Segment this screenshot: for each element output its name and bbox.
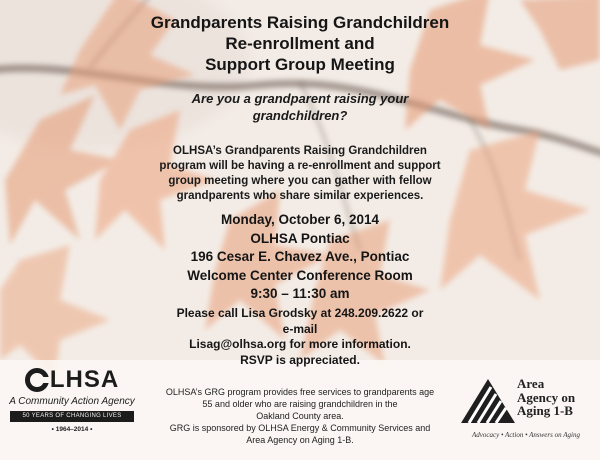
intro-line: grandparents who share similar experiences. xyxy=(176,190,424,202)
olhsa-wordmark xyxy=(8,366,136,394)
contact-email-line: Lisag@olhsa.org for more information. xyxy=(189,337,411,351)
olhsa-tagline: A Community Action Agency xyxy=(9,396,135,407)
contact-info xyxy=(150,306,450,368)
footer-note xyxy=(150,386,450,446)
contact-line: Please call Lisa Grodsky at 248.209.2622 or xyxy=(176,306,424,320)
area-agency-name-line: Area xyxy=(517,376,545,391)
question-line: grandchildren? xyxy=(252,108,348,123)
area-agency-name xyxy=(517,377,597,418)
event-address: 196 Cesar E. Chavez Ave., Pontiac xyxy=(190,249,410,264)
area-agency-name-line: Agency on xyxy=(517,389,576,405)
title-line: Grandparents Raising Grandchildren xyxy=(150,13,450,32)
triangle-stripes-icon xyxy=(461,379,515,423)
area-agency-slogan: Advocacy • Action • Answers on Aging xyxy=(472,431,580,439)
title-line: Support Group Meeting xyxy=(205,55,395,74)
question xyxy=(150,90,450,124)
intro-line: program will be having a re-enrollment and support xyxy=(159,160,441,172)
footer-line: Area Agency on Aging 1-B. xyxy=(246,435,354,445)
area-agency-name-line: Aging 1-B xyxy=(517,403,573,418)
olhsa-o-icon xyxy=(25,368,49,392)
intro-paragraph xyxy=(130,144,470,204)
olhsa-wordmark-text: LHSA xyxy=(49,366,120,393)
contact-line: e-mail xyxy=(282,321,318,336)
intro-line: OLHSA’s Grandparents Raising Grandchildren xyxy=(173,145,427,157)
footer-line: OLHSA’s GRG program provides free services to grandparents age xyxy=(165,387,435,397)
event-details xyxy=(140,211,460,304)
page-title xyxy=(100,12,500,75)
event-room: Welcome Center Conference Room xyxy=(187,267,413,283)
footer-line: 55 and older who are raising grandchildren in the xyxy=(202,399,398,409)
event-venue: OLHSA Pontiac xyxy=(250,230,350,246)
event-date: Monday, October 6, 2014 xyxy=(220,212,380,227)
event-time: 9:30 – 11:30 am xyxy=(250,286,350,301)
title-line: Re-enrollment and xyxy=(225,34,375,53)
area-agency-logo xyxy=(455,377,595,445)
footer-line: GRG is sponsored by OLHSA Energy & Community Services and xyxy=(169,423,431,433)
olhsa-anniversary-band: 50 YEARS OF CHANGING LIVES xyxy=(10,411,134,422)
intro-line: group meeting where you can gather with fellow xyxy=(168,175,432,187)
olhsa-logo xyxy=(8,366,136,450)
olhsa-years: • 1964–2014 • xyxy=(51,426,93,433)
rsvp-line: RSVP is appreciated. xyxy=(240,352,360,367)
footer-line: Oakland County area. xyxy=(256,411,344,421)
question-line: Are you a grandparent raising your xyxy=(191,91,409,106)
